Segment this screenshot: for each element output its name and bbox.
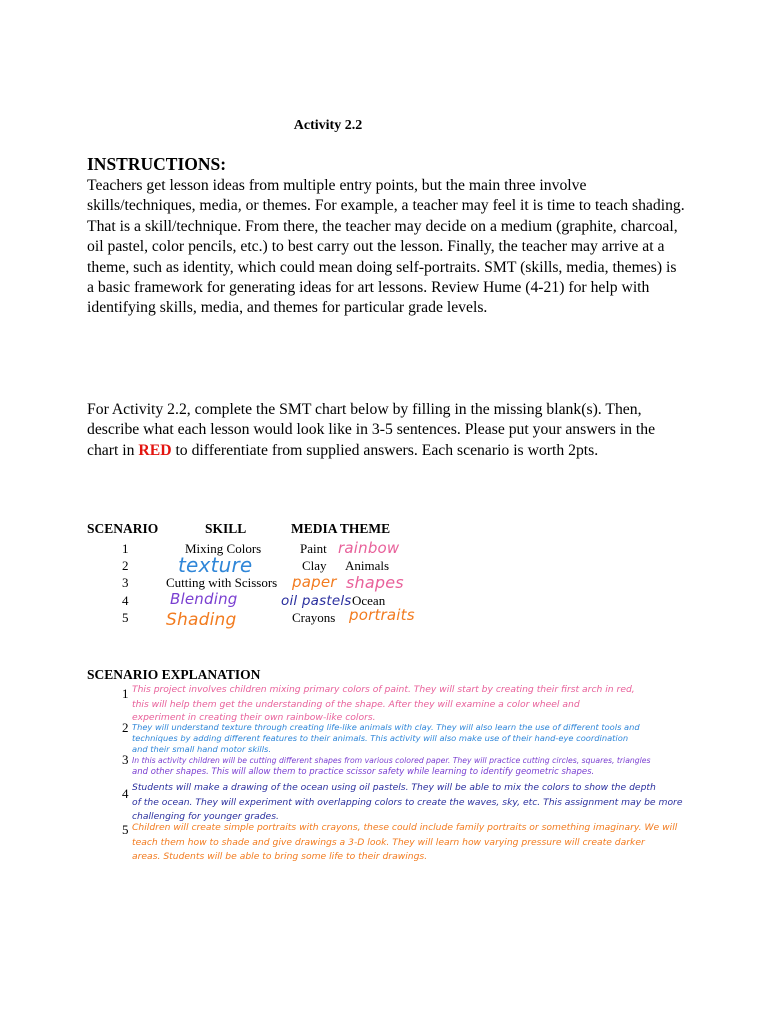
theme-cell: Animals (345, 558, 390, 573)
header-skill: SKILL (205, 521, 247, 536)
explanation-line: Children will create simple portraits with crayons, these could include family portraits or something imaginary. We will (132, 822, 678, 833)
explanation-line: and their small hand motor skills. (132, 744, 271, 754)
theme-answer: rainbow (338, 539, 400, 557)
explanation-line: This project involves children mixing primary colors of paint. They will start by creating their first arch in red, (132, 684, 635, 695)
red-keyword: RED (138, 441, 172, 459)
media-cell: Crayons (292, 610, 336, 625)
skill-cell: Mixing Colors (185, 541, 262, 556)
explanation-heading: SCENARIO EXPLANATION (87, 667, 261, 682)
explanation-line: They will understand texture through creating life-like animals with clay. They will also learn the use of different tools and (132, 722, 640, 732)
explanation-number: 5 (122, 822, 129, 837)
explanation-number: 3 (122, 752, 129, 767)
scenario-number: 5 (122, 610, 129, 625)
instructions-paragraph-1: Teachers get lesson ideas from multiple entry points, but the main three involve skills/techniques, media, or themes. For example, a teacher may feel it is time to teach shading. That is a skill/technique. From there, the teacher may decide on a medium (graphite, charcoal, oil pastel, color pencils, etc.) to best carry out the lesson. Finally, the teacher may arrive at a theme, such as identity, which could mean doing self-portraits. SMT (skills, media, themes) is a basic framework for generating ideas for art lessons. Review Hume (4-21) for help with identifying skills, media, and themes for particular grade levels. (87, 177, 685, 317)
explanation-line: Students will make a drawing of the ocean using oil pastels. They will be able to mix the colors to show the depth (132, 782, 656, 793)
explanation-line: teach them how to shade and give drawings a 3-D look. They will learn how varying pressure will create darker (132, 837, 645, 848)
page-title: Activity 2.2 (293, 118, 363, 133)
skill-answer: texture (178, 553, 253, 577)
instructions-text-end: to differentiate from supplied answers. Each scenario is worth 2pts. (171, 441, 599, 459)
instructions-heading: INSTRUCTIONS: (87, 154, 227, 174)
explanation-line: experiment in creating their own rainbow-like colors. (132, 712, 376, 723)
scenario-number: 2 (122, 558, 129, 573)
instructions-paragraph-2 (87, 400, 687, 461)
skill-cell: Cutting with Scissors (166, 575, 278, 590)
explanation-number: 2 (122, 720, 129, 735)
explanation-line: areas. Students will be able to bring some life to their drawings. (132, 851, 428, 862)
explanation-line: challenging for younger grades. (132, 811, 279, 822)
explanation-line: and other shapes. This will allow them to practice scissor safety while learning to identify geometric shapes. (132, 767, 595, 777)
header-scenario: SCENARIO (87, 521, 159, 536)
theme-answer: shapes (346, 573, 404, 592)
scenario-number: 4 (122, 593, 129, 608)
scenario-number: 1 (122, 541, 129, 556)
media-cell: Paint (300, 541, 327, 556)
skill-answer: Blending (170, 590, 238, 608)
explanation-line: of the ocean. They will experiment with overlapping colors to create the waves, sky, etc. This assignment may be more (132, 797, 683, 808)
scenario-number: 3 (122, 575, 129, 590)
instructions-text: For Activity 2.2, complete the SMT chart below by filling in the missing blank(s). Then, describe what each lesson would look like in 3-5 sentences. Please put your answers in the chart in (87, 401, 656, 459)
explanation-line: techniques by adding different features to their animals. This activity will also make use of their hand-eye coordination (132, 733, 629, 743)
theme-cell: Ocean (352, 593, 386, 608)
explanation-number: 1 (122, 686, 129, 701)
media-answer: paper (292, 573, 337, 591)
media-answer: oil pastels (281, 593, 352, 609)
explanation-number: 4 (122, 786, 129, 801)
skill-answer: Shading (166, 610, 237, 630)
theme-answer: portraits (349, 606, 415, 624)
header-media-theme: MEDIA THEME (291, 521, 391, 536)
explanation-line: this will help them get the understanding of the shape. After they will examine a color wheel and (132, 699, 580, 710)
explanation-line: In this activity children will be cutting different shapes from various colored paper. They will practice cutting circles, squares, triangles (132, 756, 651, 765)
media-cell: Clay (302, 558, 327, 573)
